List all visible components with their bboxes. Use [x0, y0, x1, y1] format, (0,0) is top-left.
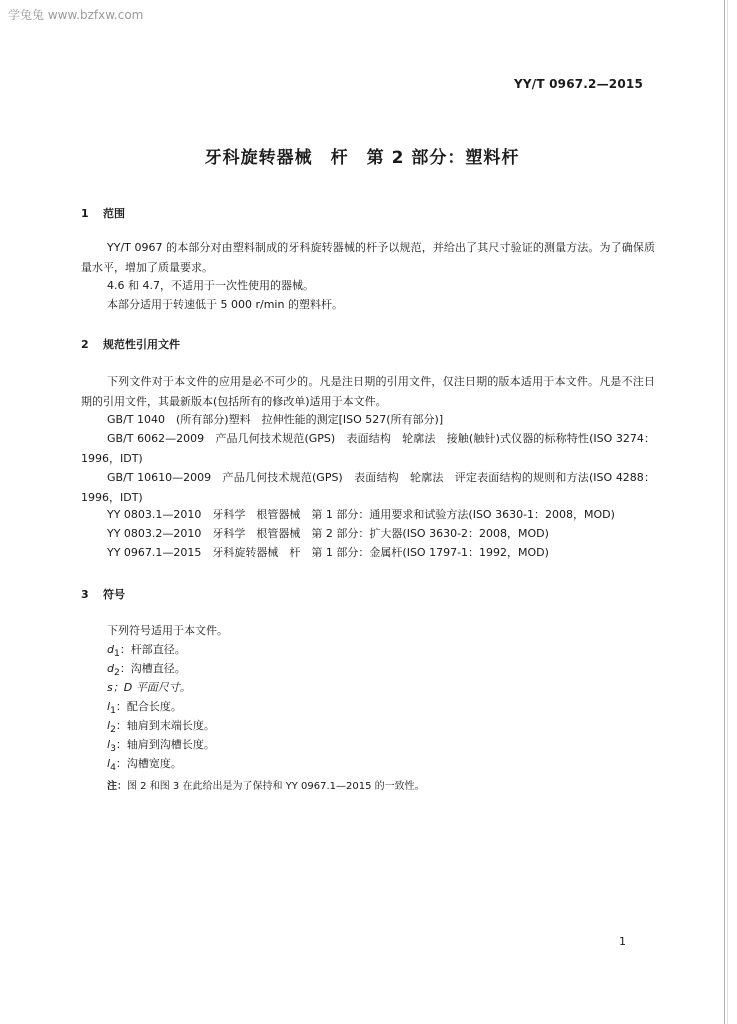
note-text: 图 2 和图 3 在此给出是为了保持和 YY 0967.1—2015 的一致性。 — [127, 781, 425, 792]
section-2-heading — [81, 336, 180, 352]
symbol-d2 — [107, 662, 186, 680]
reference-3: GB/T 10610—2009 产品几何技术规范(GPS) 表面结构 轮廓法 评定表面结构的规则和方法(ISO 4288：1996，IDT) — [81, 471, 655, 504]
standard-number: YY/T 0967.2—2015 — [513, 77, 643, 91]
symbol-l2-desc: ：轴肩到末端长度。 — [115, 719, 215, 732]
section-1-para-1: YY/T 0967 的本部分对由塑料制成的牙科旋转器械的杆予以规范，并给出了其尺寸验证的测量方法。为了确保质量水平，增加了质量要求。 — [81, 241, 655, 274]
reference-6: YY 0967.1—2015 牙科旋转器械 杆 第 1 部分：金属杆(ISO 1797-1：1992，MOD) — [107, 546, 549, 559]
symbol-l4-desc: ：沟槽宽度。 — [115, 757, 182, 770]
page-edge-rule-light — [727, 0, 728, 1024]
symbol-d2-desc: ：沟槽直径。 — [119, 662, 186, 675]
symbol-l4 — [107, 757, 182, 775]
document-title: 牙科旋转器械 杆 第 2 部分：塑料杆 — [204, 148, 520, 168]
reference-1: GB/T 1040 (所有部分)塑料 拉伸性能的测定[ISO 527(所有部分)] — [107, 413, 444, 426]
section-1-para-3: 本部分适用于转速低于 5 000 r/min 的塑料杆。 — [107, 298, 343, 311]
section-1-heading — [81, 205, 125, 221]
symbol-s — [107, 681, 191, 695]
symbol-d1-letter: d — [107, 643, 114, 656]
section-1-number: 1 — [81, 207, 89, 220]
symbol-d1 — [107, 643, 186, 661]
symbol-l1-desc: ：配合长度。 — [115, 700, 182, 713]
symbol-l1-subscript: 1 — [110, 705, 116, 717]
page-edge-rule — [724, 0, 725, 1024]
note-label: 注： — [107, 781, 127, 792]
symbol-d2-subscript: 2 — [113, 667, 120, 679]
reference-4: YY 0803.1—2010 牙科学 根管器械 第 1 部分：通用要求和试验方法(ISO 3630-1：2008，MOD) — [107, 508, 615, 521]
section-2-intro: 下列文件对于本文件的应用是必不可少的。凡是注日期的引用文件，仅注日期的版本适用于本文件。凡是不注日期的引用文件，其最新版本(包括所有的修改单)适用于本文件。 — [81, 375, 655, 408]
symbol-l3-letter: l — [107, 738, 111, 751]
section-1-para-2: 4.6 和 4.7，不适用于一次性使用的器械。 — [107, 279, 314, 292]
symbol-d2-letter: d — [107, 662, 114, 675]
symbol-l1 — [107, 700, 182, 718]
section-3-heading — [81, 586, 125, 602]
reference-5: YY 0803.2—2010 牙科学 根管器械 第 2 部分：扩大器(ISO 3630-2：2008，MOD) — [107, 527, 549, 540]
section-1-title: 范围 — [103, 207, 125, 220]
symbol-l3-subscript: 3 — [110, 743, 116, 755]
section-3-note — [107, 777, 425, 792]
section-3-number: 3 — [81, 588, 89, 601]
symbol-l2-subscript: 2 — [110, 724, 116, 736]
symbol-l1-letter: l — [107, 700, 111, 713]
section-3-title: 符号 — [103, 588, 125, 601]
section-3-intro: 下列符号适用于本文件。 — [107, 624, 228, 637]
symbol-d1-desc: ：杆部直径。 — [119, 643, 186, 656]
symbol-d1-subscript: 1 — [113, 648, 120, 660]
symbol-s-text: s；D 平面尺寸。 — [107, 681, 191, 694]
symbol-l3 — [107, 738, 215, 756]
page-number: 1 — [619, 935, 626, 948]
section-2-title: 规范性引用文件 — [103, 338, 180, 351]
symbol-l4-subscript: 4 — [110, 762, 116, 774]
symbol-l2 — [107, 719, 215, 737]
reference-2: GB/T 6062—2009 产品几何技术规范(GPS) 表面结构 轮廓法 接触(触针)式仪器的标称特性(ISO 3274：1996，IDT) — [81, 432, 655, 465]
watermark: 学兔兔 www.bzfxw.com — [8, 8, 144, 22]
symbol-l4-letter: l — [107, 757, 111, 770]
symbol-l3-desc: ：轴肩到沟槽长度。 — [115, 738, 215, 751]
section-2-number: 2 — [81, 338, 89, 351]
symbol-l2-letter: l — [107, 719, 111, 732]
